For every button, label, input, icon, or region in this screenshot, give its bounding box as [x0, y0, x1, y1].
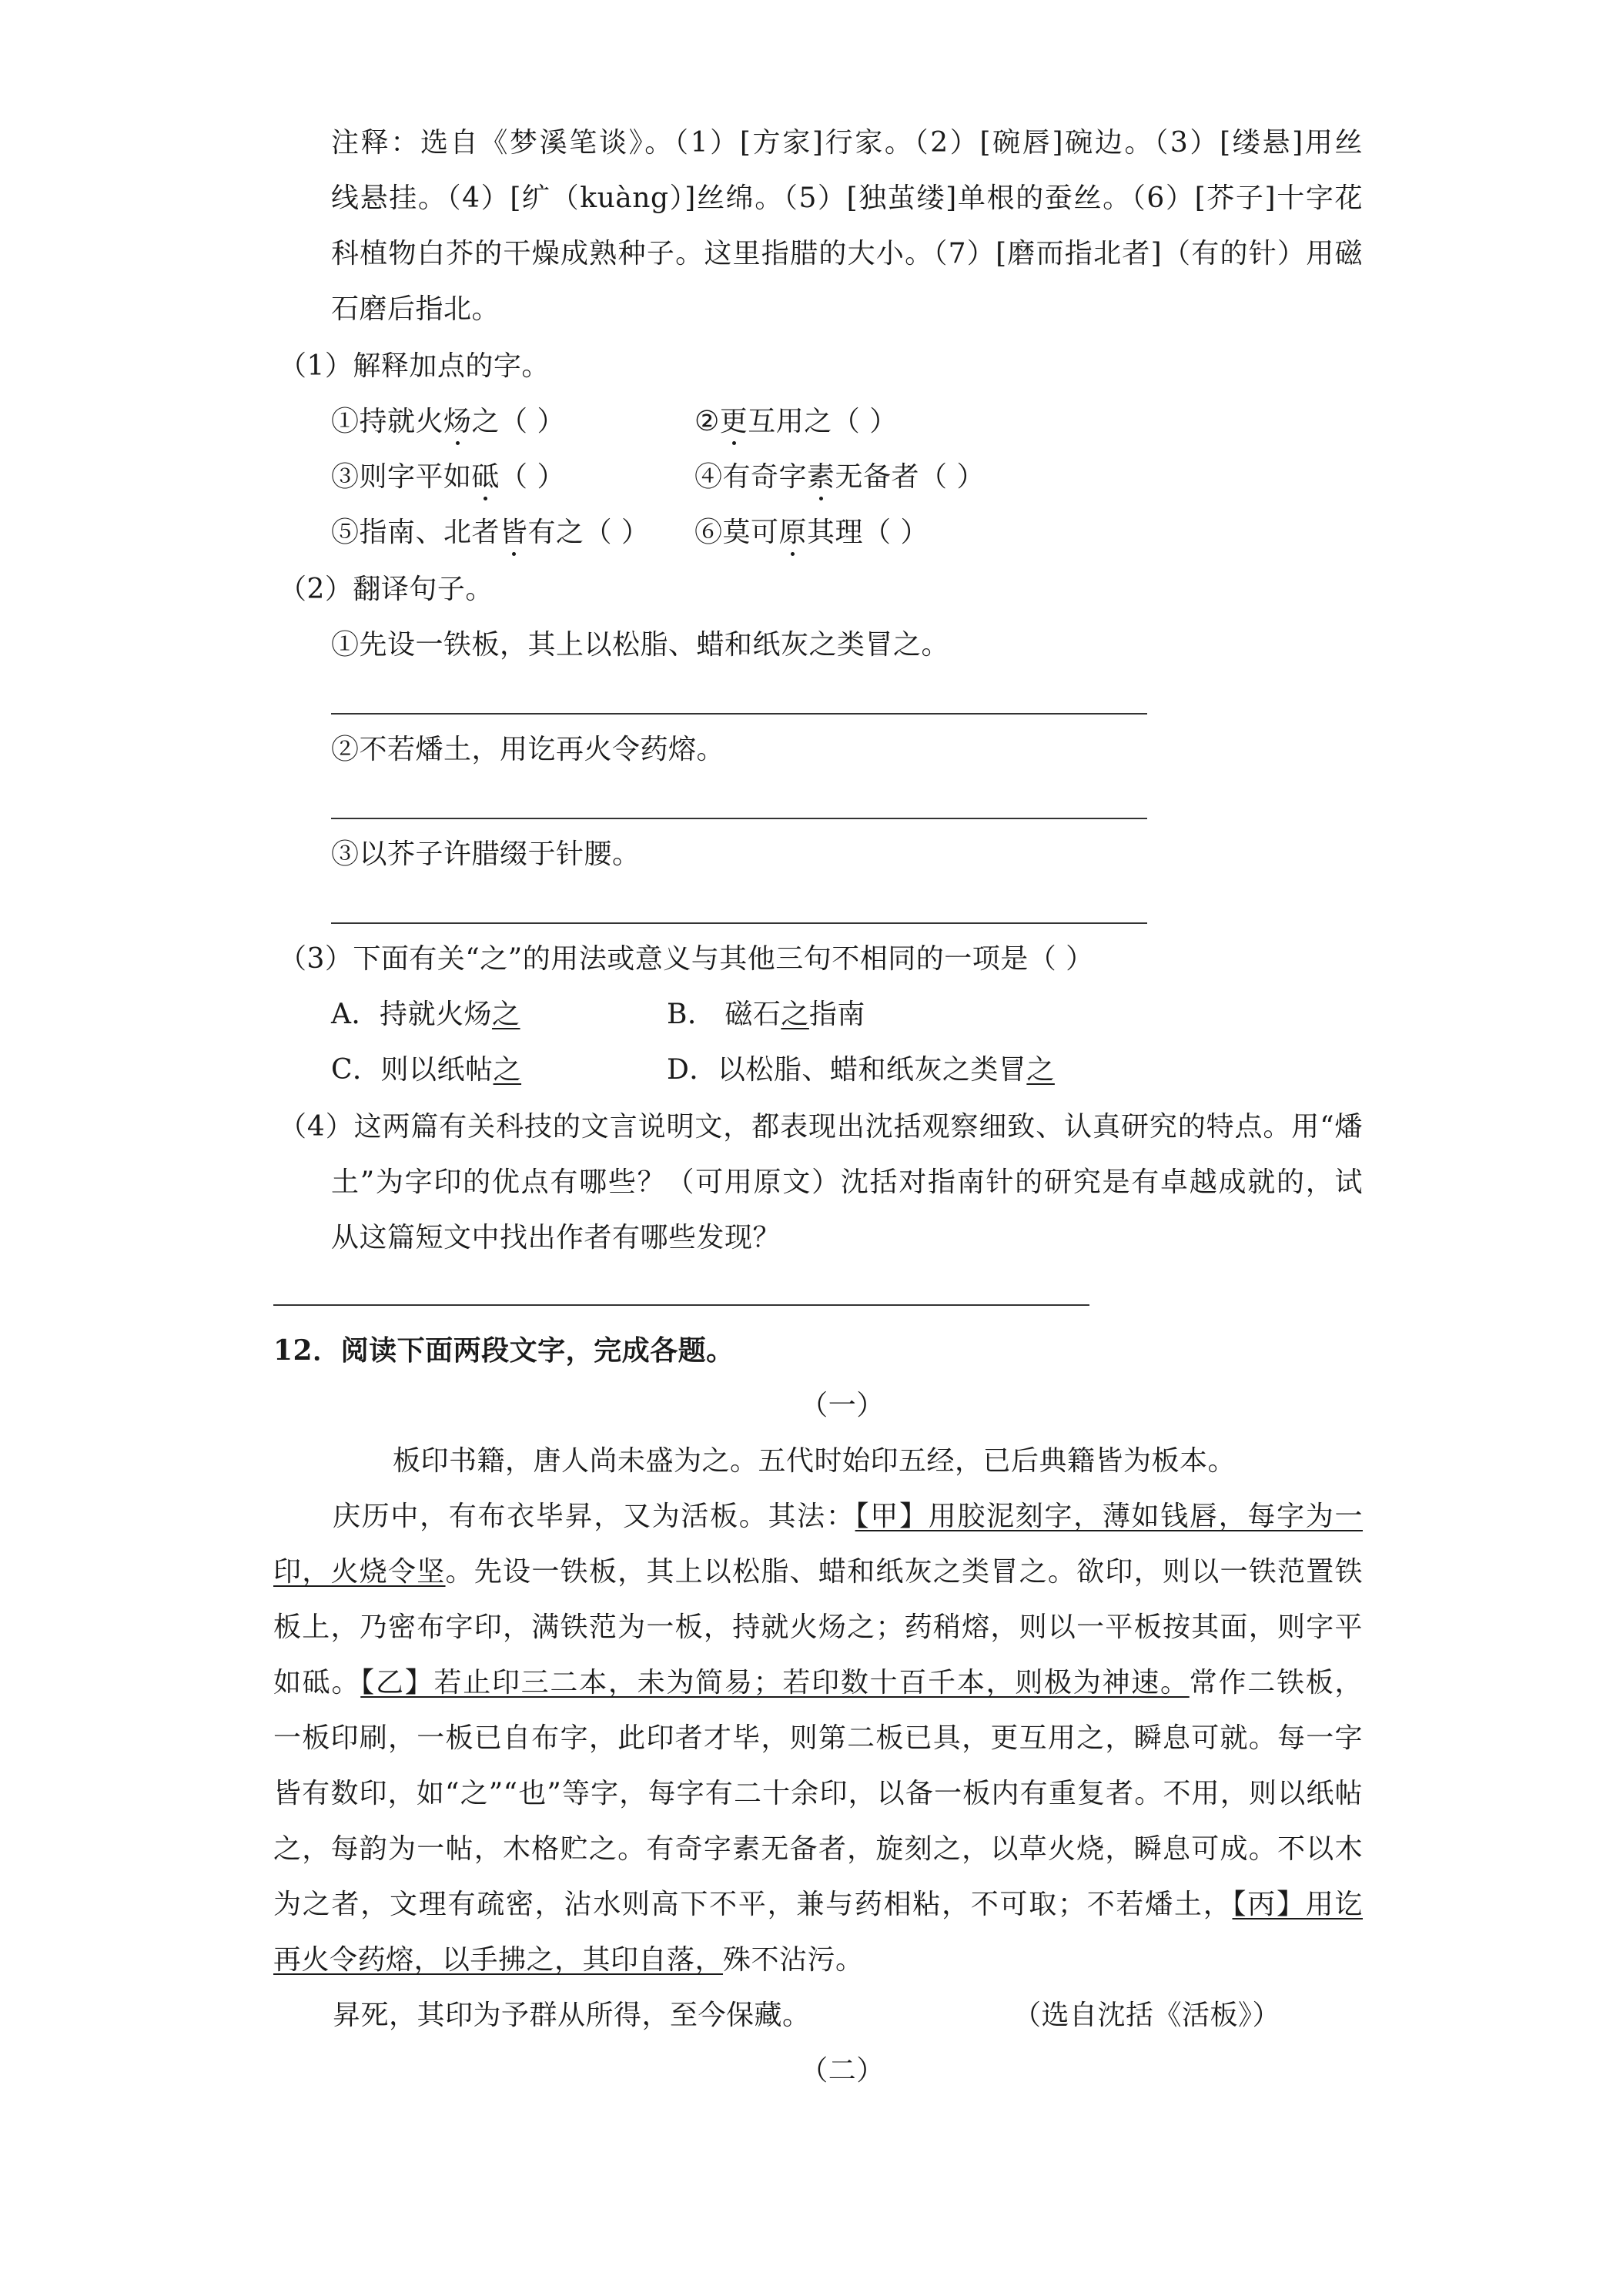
q12-title: 12．阅读下面两段文字，完成各题。 [273, 1334, 735, 1367]
q3-option-a: A．持就火炀之 [331, 999, 520, 1030]
q4-line-1: （4）这两篇有关科技的文言说明文，都表现出沈括观察细致、认真研究的特点。用“燔 [279, 1111, 1363, 1143]
note-line-1: 注释：选自《梦溪笔谈》。（1）[方家]行家。（2）[碗唇]碗边。（3）[缕悬]用丝 [331, 127, 1363, 159]
passage-para-1: 板印书籍，唐人尚未盛为之。五代时始印五经，已后典籍皆为板本。 [393, 1445, 1236, 1477]
passage-line-8: 之，每韵为一帖，木格贮之。有奇字素无备者，旋刻之，以草火烧，瞬息可成。不以木 [273, 1833, 1363, 1865]
q3-title: （3）下面有关“之”的用法或意义与其他三句不相同的一项是（ ） [279, 943, 1094, 975]
passage-source: （选自沈括《活板》） [1013, 2000, 1281, 2031]
q2-sentence-2: ②不若燔土，用讫再火令药熔。 [331, 734, 725, 765]
underlined-yi: 【乙】若止印三二本，未为简易；若印数十百千本，则极为神速。 [360, 1667, 1190, 1699]
note-line-3: 科植物白芥的干燥成熟种子。这里指腊的大小。（7）[磨而指北者]（有的针）用磁 [331, 238, 1363, 269]
q2-sentence-3: ③以芥子许腊缀于针腰。 [331, 838, 641, 870]
note-line-4: 石磨后指北。 [331, 293, 500, 325]
q1-title: （1）解释加点的字。 [279, 350, 550, 382]
dotted-char: 素 [807, 459, 835, 496]
dotted-char: 更 [720, 403, 748, 440]
underlined-bing: 【丙】用讫 [1232, 1889, 1363, 1920]
answer-line-1[interactable] [331, 713, 1147, 715]
passage-line-6: 一板印刷，一板已自布字，此印者才毕，则第二板已具，更互用之，瞬息可就。每一字 [273, 1722, 1363, 1754]
q3-option-d: D．以松脂、蜡和纸灰之类冒之 [667, 1054, 1055, 1086]
q1-item-4: ④有奇字素无备者（ ） [694, 459, 985, 496]
answer-line-4[interactable] [273, 1304, 1089, 1306]
dotted-char: 皆 [500, 514, 528, 551]
passage-line-10: 再火令药熔，以手拂之，其印自落，殊不沾污。 [273, 1944, 864, 1976]
passage-line-2: 庆历中，有布衣毕昇，又为活板。其法：【甲】用胶泥刻字，薄如钱唇，每字为一 [333, 1501, 1363, 1532]
section-heading-2: （二） [800, 2055, 885, 2087]
underlined-jia: 【甲】用胶泥刻字，薄如钱唇，每字为一 [855, 1501, 1363, 1532]
answer-line-3[interactable] [331, 922, 1147, 924]
passage-line-7: 皆有数印，如“之”“也”等字，每字有二十余印，以备一板内有重复者。不用，则以纸帖 [273, 1778, 1363, 1809]
passage-line-5: 如砥。【乙】若止印三二本，未为简易；若印数十百千本，则极为神速。常作二铁板， [273, 1667, 1363, 1699]
dotted-char: 砥 [472, 459, 500, 496]
q2-title: （2）翻译句子。 [279, 574, 494, 605]
q3-option-b: B． 磁石之指南 [667, 999, 865, 1030]
passage-line-9: 为之者，文理有疏密，沾水则高下不平，兼与药相粘，不可取；不若燔土，【丙】用讫 [273, 1889, 1363, 1920]
answer-line-2[interactable] [331, 818, 1147, 819]
q3-option-c: C．则以纸帖之 [331, 1054, 522, 1086]
q2-sentence-1: ①先设一铁板，其上以松脂、蜡和纸灰之类冒之。 [331, 629, 950, 661]
q4-line-3: 从这篇短文中找出作者有哪些发现？ [331, 1222, 781, 1253]
q4-line-2: 土”为字印的优点有哪些？（可用原文）沈括对指南针的研究是有卓越成就的，试 [331, 1166, 1363, 1198]
passage-para-3: 昇死，其印为予群从所得，至今保藏。 [333, 2000, 811, 2031]
q1-item-2: ②更互用之（ ） [694, 403, 898, 440]
q1-item-1: ①持就火炀之（ ） [331, 403, 565, 440]
q1-item-3: ③则字平如砥（ ） [331, 459, 565, 496]
q1-item-6: ⑥莫可原其理（ ） [694, 514, 929, 551]
passage-line-4: 板上，乃密布字印，满铁范为一板，持就火炀之；药稍熔，则以一平板按其面，则字平 [273, 1612, 1363, 1643]
passage-line-3: 印，火烧令坚。先设一铁板，其上以松脂、蜡和纸灰之类冒之。欲印，则以一铁范置铁 [273, 1556, 1363, 1588]
note-line-2: 线悬挂。（4）[纩（kuàng）]丝绵。（5）[独茧缕]单根的蚕丝。（6）[芥子]十字花 [331, 182, 1363, 214]
dotted-char: 炀 [443, 403, 472, 440]
section-heading-1: （一） [800, 1390, 885, 1421]
dotted-char: 原 [779, 514, 808, 551]
q1-item-5: ⑤指南、北者皆有之（ ） [331, 514, 649, 551]
